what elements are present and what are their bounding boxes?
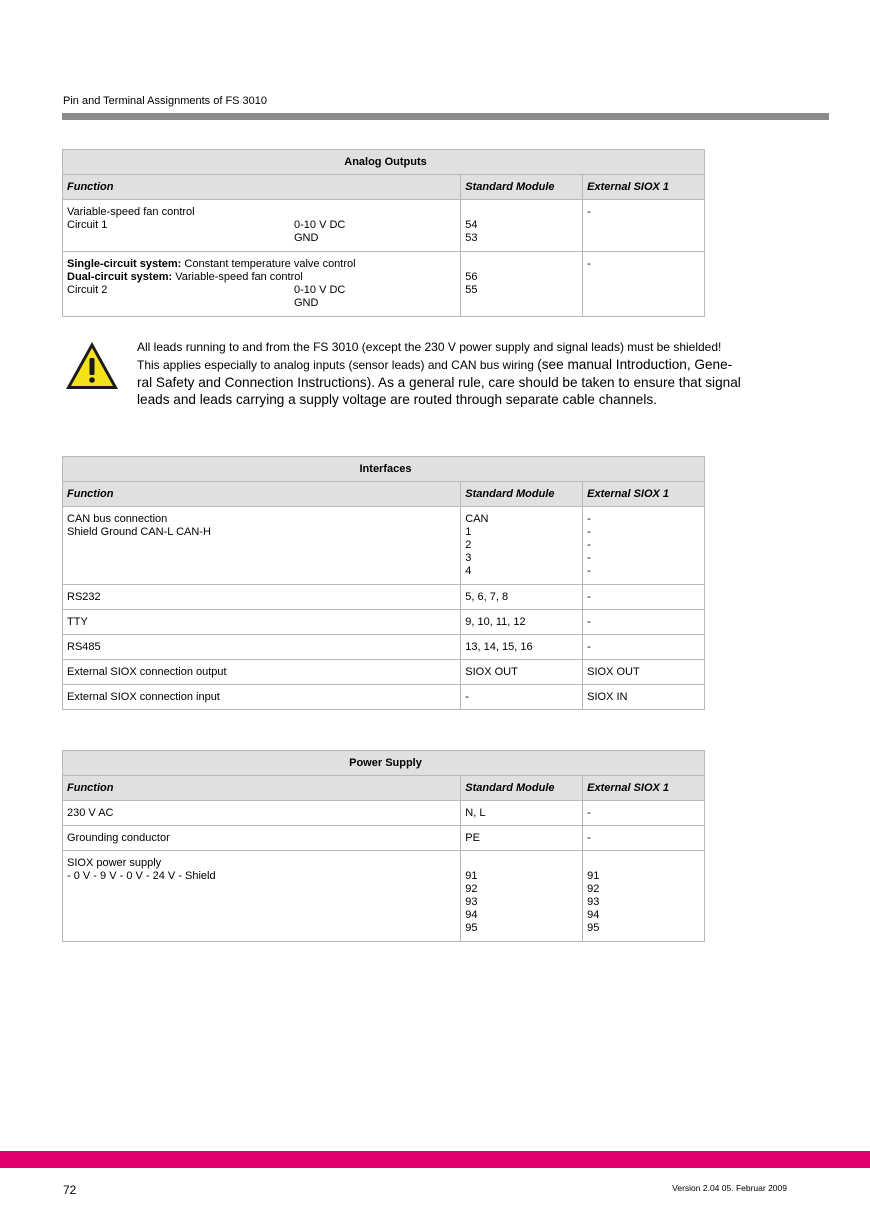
table-row [63, 826, 705, 851]
terminal-value: 93 [587, 896, 600, 908]
page-number: 72 [63, 1183, 77, 1197]
function-text: SIOX power supply [67, 857, 162, 869]
function-text: RS485 [63, 635, 461, 660]
terminal-value: 94 [587, 909, 600, 921]
version-info: Version 2.04 05. Februar 2009 [672, 1183, 787, 1193]
table-row [63, 507, 705, 585]
terminal-value: N, L [461, 801, 583, 826]
function-text [67, 271, 460, 284]
table-caption: Interfaces [63, 457, 705, 482]
column-header-standard: Standard Module [461, 776, 583, 801]
signal-label: GND [294, 297, 319, 309]
table-caption: Analog Outputs [63, 150, 705, 175]
warning-text [137, 339, 797, 408]
terminal-value: 91 [465, 870, 478, 882]
terminal-value: - [587, 526, 591, 538]
warning-line [137, 356, 797, 374]
terminal-value: CAN [465, 513, 489, 525]
table-row [63, 585, 705, 610]
terminal-value: 55 [465, 284, 478, 296]
terminal-value: 54 [465, 219, 478, 231]
function-text: Grounding conductor [63, 826, 461, 851]
warning-line: All leads running to and from the FS 3010 (except the 230 V power supply and signal leads) must be shielded! [137, 340, 722, 354]
signal-label: 0-10 V DC [294, 284, 346, 296]
column-header-standard: Standard Module [461, 175, 583, 200]
terminal-value: 4 [465, 565, 472, 577]
terminal-value: - [461, 685, 583, 710]
terminal-value: 53 [465, 232, 478, 244]
terminal-value: - [587, 565, 591, 577]
signal-label: - Shield [178, 870, 216, 882]
signal-label: CAN-L [140, 526, 174, 538]
table-row [63, 851, 705, 942]
signal-label: Ground [100, 526, 138, 538]
table-row [63, 610, 705, 635]
function-detail: Variable-speed fan control [172, 271, 303, 283]
function-text: RS232 [63, 585, 461, 610]
function-detail: Constant temperature valve control [181, 258, 356, 270]
warning-triangle-icon [64, 340, 120, 391]
circuit-label: Circuit 1 [67, 219, 108, 231]
table-row [63, 635, 705, 660]
table-caption: Power Supply [63, 751, 705, 776]
signal-label: CAN-H [176, 526, 211, 538]
power-supply-table [62, 750, 705, 942]
function-text: Variable-speed fan control [67, 206, 195, 218]
terminal-value: - [587, 206, 591, 218]
terminal-value: SIOX OUT [461, 660, 583, 685]
bold-label: Dual-circuit system: [67, 271, 173, 283]
terminal-value: 95 [587, 922, 600, 934]
function-text: CAN bus connection [67, 513, 168, 525]
terminal-value: - [587, 539, 591, 551]
terminal-value: 56 [465, 271, 478, 283]
column-header-external: External SIOX 1 [583, 482, 705, 507]
signal-label: - 0 V [119, 870, 143, 882]
terminal-value: 94 [465, 909, 478, 921]
warning-line-part: This applies especially to analog inputs (sensor leads) and CAN bus wiring [137, 358, 538, 372]
terminal-value: - [587, 513, 591, 525]
table-row [63, 801, 705, 826]
terminal-value: PE [461, 826, 583, 851]
terminal-value: 3 [465, 552, 472, 564]
terminal-value: - [583, 801, 705, 826]
terminal-value: SIOX IN [583, 685, 705, 710]
terminal-value: - [583, 610, 705, 635]
footer-accent-bar [0, 1151, 870, 1168]
terminal-value: 92 [587, 883, 600, 895]
interfaces-table [62, 456, 705, 710]
analog-outputs-table [62, 149, 705, 317]
function-text: External SIOX connection output [63, 660, 461, 685]
table-row [63, 685, 705, 710]
terminal-value: - [583, 635, 705, 660]
column-header-external: External SIOX 1 [583, 175, 705, 200]
terminal-value: - [587, 258, 591, 270]
signal-label: 0-10 V DC [294, 219, 346, 231]
circuit-label: Circuit 2 [67, 284, 108, 296]
table-row [63, 660, 705, 685]
column-header-external: External SIOX 1 [583, 776, 705, 801]
column-header-function: Function [63, 482, 461, 507]
signal-label: - 24 V [145, 870, 176, 882]
terminal-value: - [587, 552, 591, 564]
signal-label: - 9 V [93, 870, 117, 882]
signal-label: GND [294, 232, 319, 244]
terminal-value: 91 [587, 870, 600, 882]
header-divider [62, 113, 829, 120]
signal-label: Shield [67, 526, 98, 538]
terminal-value: - [583, 585, 705, 610]
warning-line: leads and leads carrying a supply voltage are routed through separate cable channels. [137, 392, 657, 407]
function-text: External SIOX connection input [63, 685, 461, 710]
terminal-value: 93 [465, 896, 478, 908]
terminal-value: 5, 6, 7, 8 [461, 585, 583, 610]
terminal-value: 13, 14, 15, 16 [461, 635, 583, 660]
terminal-value: 2 [465, 539, 472, 551]
warning-line: ral Safety and Connection Instructions). As a general rule, care should be taken to ensure that signal [137, 375, 741, 390]
terminal-value: 95 [465, 922, 478, 934]
signal-label: - 0 V [67, 870, 91, 882]
column-header-standard: Standard Module [461, 482, 583, 507]
terminal-value: 92 [465, 883, 478, 895]
terminal-value: - [583, 826, 705, 851]
column-header-function: Function [63, 175, 461, 200]
warning-line-part: (see manual Introduction, Gene- [537, 357, 733, 372]
table-row [63, 252, 705, 317]
function-text: 230 V AC [63, 801, 461, 826]
function-text [67, 258, 460, 271]
terminal-value: 9, 10, 11, 12 [461, 610, 583, 635]
terminal-value: SIOX OUT [583, 660, 705, 685]
function-text: TTY [63, 610, 461, 635]
column-header-function: Function [63, 776, 461, 801]
terminal-value: 1 [465, 526, 472, 538]
page-header-title: Pin and Terminal Assignments of FS 3010 [63, 95, 268, 107]
table-row [63, 200, 705, 252]
function-text [67, 284, 460, 297]
bold-label: Single-circuit system: [67, 258, 182, 270]
function-text [67, 219, 460, 232]
